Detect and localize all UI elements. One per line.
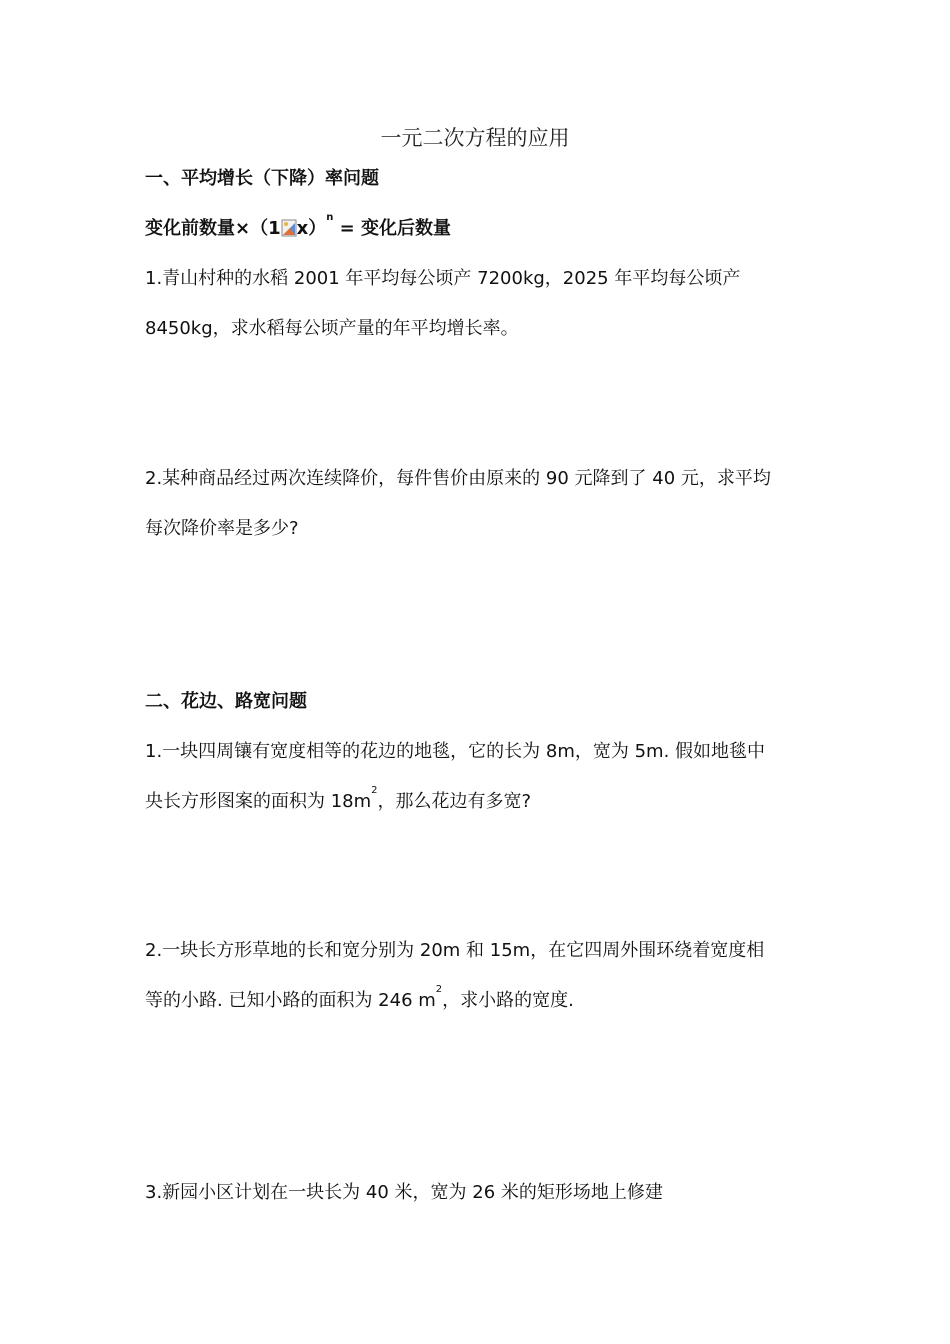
square-superscript: 2	[435, 984, 443, 995]
question-2-2-text-a: 等的小路. 已知小路的面积为 246 m	[145, 990, 436, 1011]
question-1-1-line-2: 8450kg，求水稻每公顷产量的年平均增长率。	[145, 318, 519, 339]
question-1-2-line-1: 2.某种商品经过两次连续降价，每件售价由原来的 90 元降到了 40 元，求平均	[145, 468, 771, 489]
question-2-1-line-2	[145, 787, 531, 813]
question-2-2-line-1: 2.一块长方形草地的长和宽分别为 20m 和 15m，在它四周外围环绕着宽度相	[145, 940, 765, 961]
formula-suffix: = 变化后数量	[339, 218, 451, 239]
question-2-1-text-b: ，那么花边有多宽?	[377, 791, 532, 812]
page-title: 一元二次方程的应用	[380, 126, 570, 150]
question-2-2-text-b: ，求小路的宽度.	[442, 990, 574, 1011]
formula-prefix: 变化前数量×（1	[145, 218, 281, 239]
question-2-1-line-1: 1.一块四周镶有宽度相等的花边的地毯，它的长为 8m，宽为 5m. 假如地毯中	[145, 741, 766, 762]
growth-formula	[145, 214, 451, 240]
formula-mid: x）	[296, 218, 327, 239]
question-2-3-line-1: 3.新园小区计划在一块长为 40 米，宽为 26 米的矩形场地上修建	[145, 1182, 663, 1203]
question-2-1-text-a: 央长方形图案的面积为 18m	[145, 791, 372, 812]
question-2-2-line-2	[145, 986, 574, 1012]
formula-exponent: n	[326, 212, 334, 223]
section-heading-growth-rate: 一、平均增长（下降）率问题	[145, 168, 379, 189]
square-superscript: 2	[371, 785, 378, 796]
question-1-1-line-1: 1.青山村种的水稻 2001 年平均每公顷产 7200kg，2025 年平均每公顷产	[145, 268, 741, 289]
question-1-2-line-2: 每次降价率是多少?	[145, 518, 299, 539]
broken-symbol-icon	[281, 219, 297, 237]
section-heading-border-width: 二、花边、路宽问题	[145, 691, 307, 712]
